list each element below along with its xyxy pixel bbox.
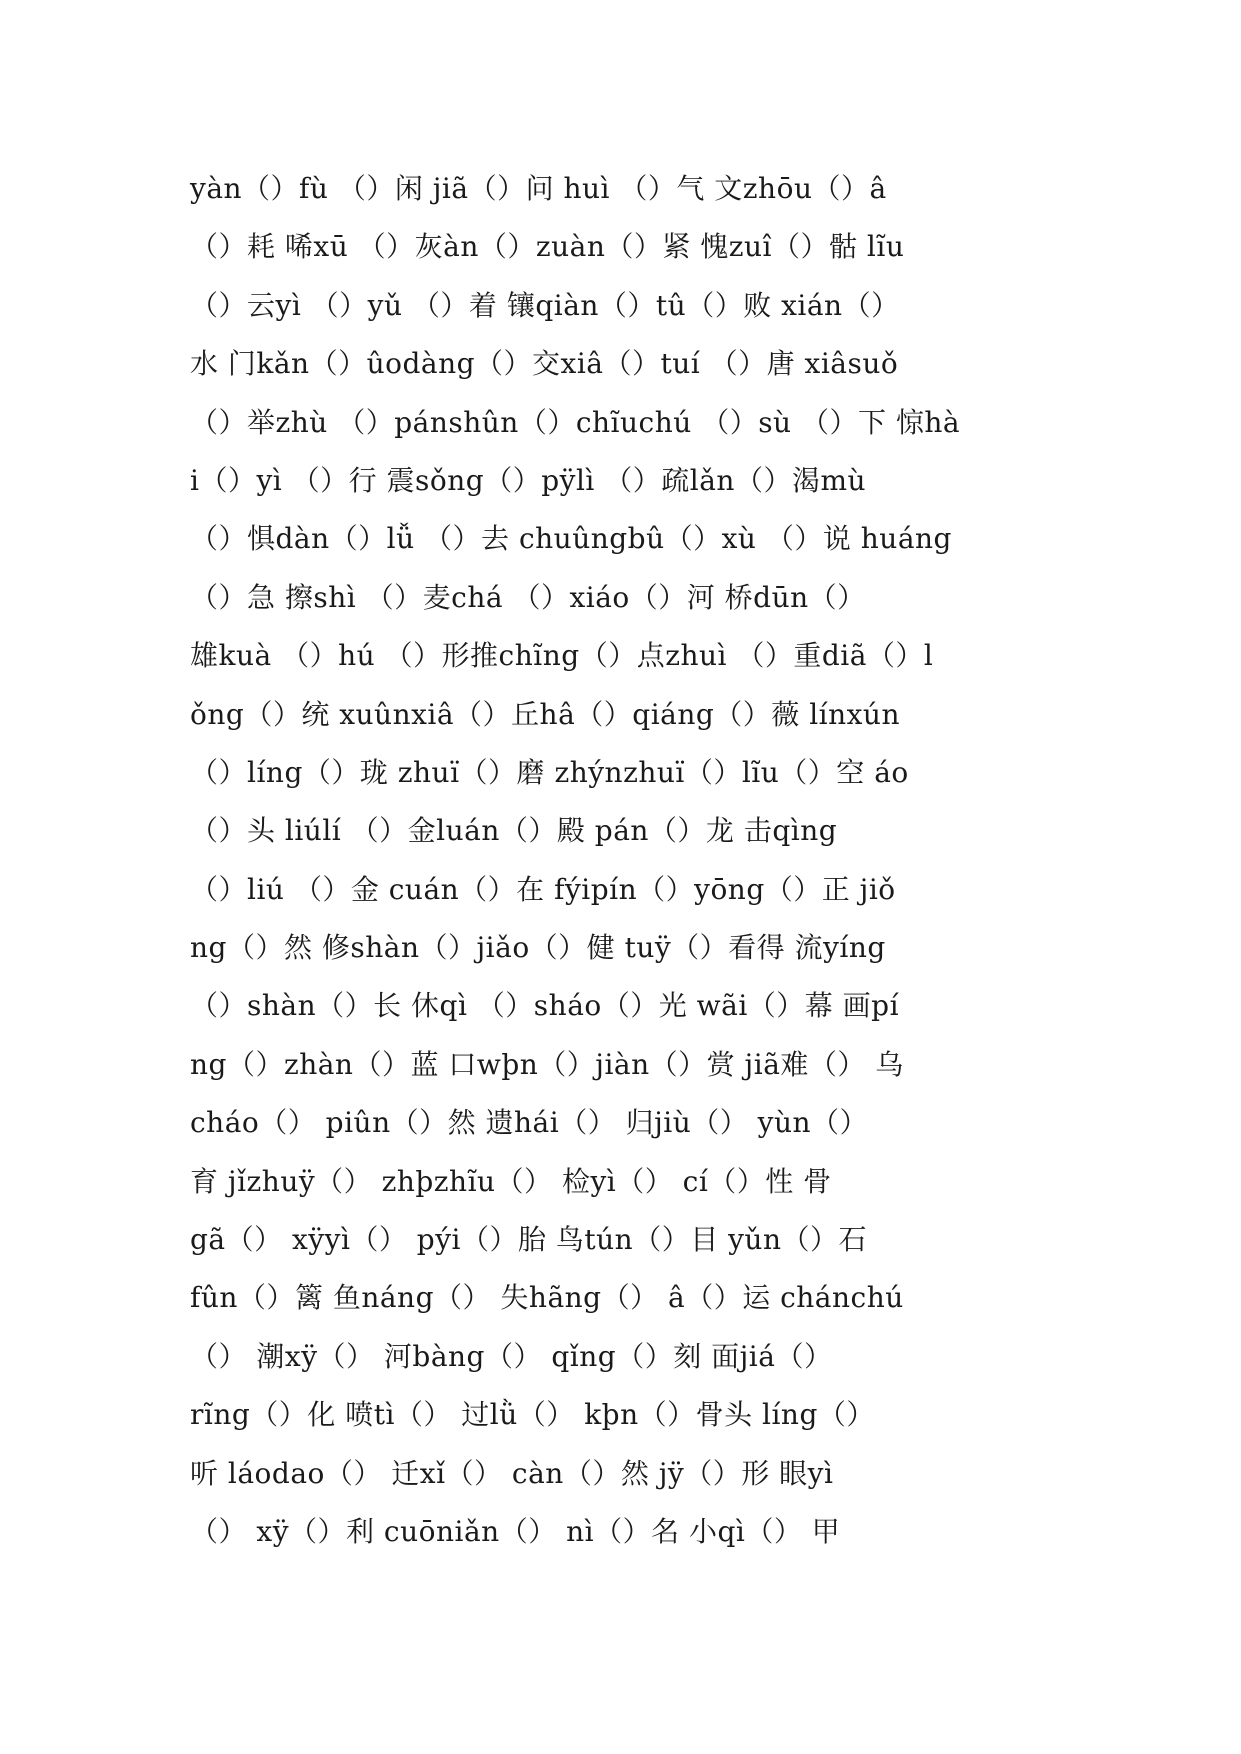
text-line-7: （）惧dàn（）lǚ （）去 chuûngbû（）xù （）说 huáng [190, 522, 952, 556]
text-line-19: gã（） xÿyì（） pýi（）胎 鸟tún（）目 yǔn（）石 [190, 1223, 868, 1257]
exercise-text-block [190, 160, 1090, 1561]
text-line-6: i（）yì （）行 震sǒng（）pÿlì （）疏lǎn（）渴mù [190, 463, 867, 497]
text-line-16: ng（）zhàn（）蓝 口wþn（）jiàn（）赏 jiã难（） 乌 [190, 1047, 904, 1081]
text-line-9: 雄kuà （）hú （）形推chĩng（）点zhuì （）重diã（）l [190, 639, 934, 673]
text-line-20: fûn（）篱 鱼náng（） 失hãng（） â（）运 chánchú [190, 1281, 904, 1315]
text-line-22: rĩng（）化 喷tì（） 过lǜ（） kþn（）骨头 líng（） [190, 1398, 875, 1432]
text-line-12: （）头 liúlí （）金luán（）殿 pán（）龙 击qìng [190, 814, 838, 848]
text-line-18: 育 jǐzhuÿ（） zhþzhĩu（） 检yì（） cí（）性 骨 [190, 1164, 832, 1198]
text-line-10: ǒng（）统 xuûnxiâ（）丘hâ（）qiáng（）薇 línxún [190, 697, 901, 731]
text-line-4: 水 门kǎn（）ûodàng（）交xiâ（）tuí （）唐 xiâsuǒ [190, 347, 899, 381]
text-line-14: ng（）然 修shàn（）jiǎo（）健 tuÿ（）看得 流yíng [190, 931, 886, 965]
text-line-21: （） 潮xÿ（） 河bàng（） qǐng（）刻 面jiá（） [190, 1339, 833, 1373]
text-line-13: （）liú （）金 cuán（）在 fýipín（）yōng（）正 jiǒ [190, 872, 896, 906]
text-line-5: （）举zhù （）pánshûn（）chĩuchú （）sù （）下 惊hà [190, 405, 961, 439]
text-line-15: （）shàn（）长 休qì （）sháo（）光 wãi（）幕 画pí [190, 989, 900, 1023]
text-line-8: （）急 擦shì （）麦chá （）xiáo（）河 桥dūn（） [190, 580, 866, 614]
text-line-24: （） xÿ（）利 cuōniǎn（） nì（）名 小qì（） 甲 [190, 1514, 841, 1548]
text-line-1: yàn（）fù （）闲 jiã（）问 huì （）气 文zhōu（）â [190, 172, 887, 205]
text-line-23: 听 láodao（） 迁xǐ（） càn（）然 jÿ（）形 眼yì [190, 1456, 834, 1490]
text-line-11: （）líng（）珑 zhuï（）磨 zhýnzhuï（）lĩu（）空 áo [190, 755, 909, 789]
text-line-3: （）云yì （）yǔ （）着 镶qiàn（）tû（）败 xián（） [190, 288, 900, 322]
text-line-17: cháo（） piûn（）然 遗hái（） 归jiù（） yùn（） [190, 1106, 869, 1140]
text-line-2: （）耗 唏xū （）灰àn（）zuàn（）紧 愧zuî（）骷 lĩu [190, 230, 905, 264]
